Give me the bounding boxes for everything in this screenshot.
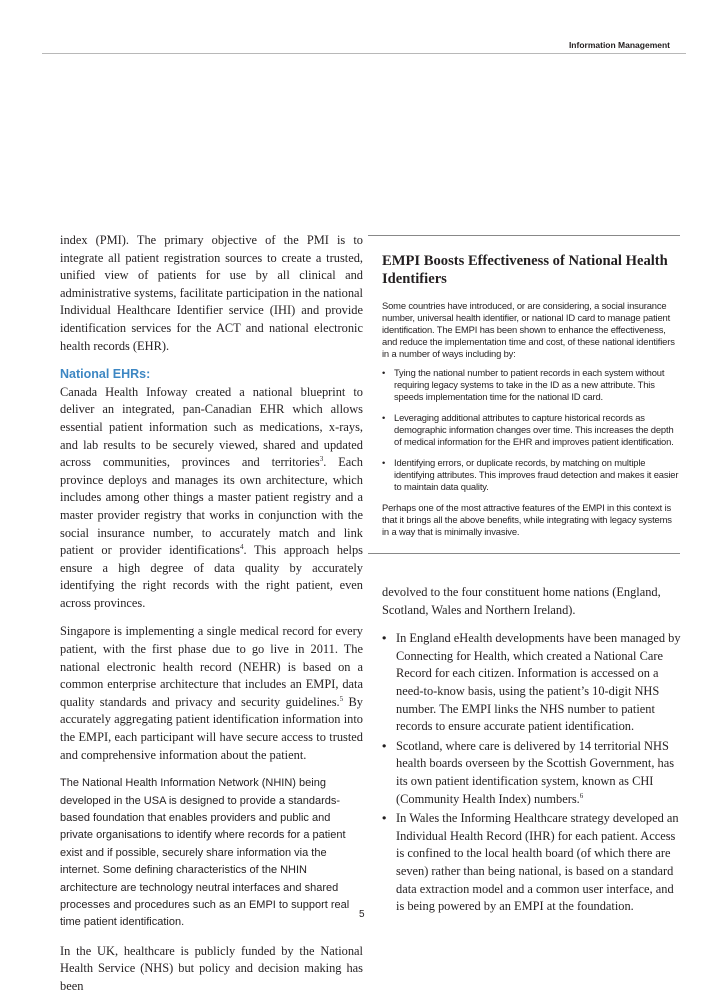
singapore-paragraph (60, 623, 363, 764)
devolved-paragraph: devolved to the four constituent home nations (England, Scotland, Wales and Northern Ireland). (382, 585, 661, 617)
footnote-ref-5: 5 (339, 694, 344, 703)
nation-bullet-text: In England eHealth developments have been managed by Connecting for Health, which created a National Care Record for each citizen. Information is accessed on a need-to-know basis, using the patient’s 10-digit NHS number. The EMPI links the NHS number to patient records to ensure accurate patient identification. (396, 631, 681, 734)
sidebar-bullet-list (382, 367, 680, 493)
bullet-icon: • (382, 631, 387, 646)
bullet-icon: • (382, 738, 387, 753)
sidebar-title: EMPI Boosts Effectiveness of National Health Identifiers (382, 253, 668, 287)
pmi-paragraph: index (PMI). The primary objective of the PMI is to integrate all patient registration sources to create a trusted, unified view of patients for use by all clinical and administrative systems, facilitate participation in the national Individual Healthcare Identifier service (IHI) and provide identification services for the ACT and national electronic health records (EHR). (60, 233, 363, 353)
nation-bullet-text: In Wales the Informing Healthcare strategy developed an Individual Health Record (IHR) for each patient. Access is confined to the local health board (of which there are seven) rather than being national, is based on a standard data extraction model and a common user interface, and is being powered by an EMPI at the foundation. (396, 811, 679, 914)
bullet-icon: • (382, 412, 386, 423)
nation-bullet-item (382, 630, 682, 736)
canada-text-1: Canada Health Infoway created a national blueprint to deliver an integrated, pan-Canadian EHR which allows essential patient information such as medications, x-rays, and lab results to be securely viewed, shared and updated across communities, provinces and territories (60, 384, 363, 470)
bullet-icon: • (382, 811, 387, 826)
singapore-text-1: Singapore is implementing a single medical record for every patient, with the first phase due to go live in 2011. The national electronic health record (NEHR) is based on a common enterprise architecture that includes an EMPI, data quality standards and privacy and security guidelines. (60, 624, 363, 709)
canada-text-3: . This approach helps ensure a high degree of data quality by accurately identifying the right records with the right patient, even across provinces. (60, 543, 363, 610)
sidebar-bullet-item (382, 367, 680, 403)
nation-bullet-item (382, 738, 682, 808)
sidebar-bullet-item (382, 457, 680, 493)
section-label: Information Management (568, 40, 670, 50)
uk-nations-list (382, 630, 682, 916)
bullet-icon: • (382, 457, 386, 468)
canada-paragraph (60, 384, 363, 613)
footnote-ref-6: 6 (579, 791, 584, 800)
footnote-ref-4: 4 (239, 542, 244, 551)
canada-text-2: . Each province deploys and manages its own architecture, which includes among other things a master patient registry and a master provider registry that works in conjunction with the social insurance number, to accurately match and link patient or provider identifications (60, 455, 363, 558)
sidebar-bottom-rule (368, 553, 680, 554)
nation-bullet-item (382, 810, 682, 916)
sidebar-bullet-text: Tying the national number to patient records in each system without requiring legacy systems to take in the ID as a new attribute. This speeds implementation time for the national ID card. (394, 367, 665, 402)
sidebar-closing: Perhaps one of the most attractive features of the EMPI in this context is that it brings all the above benefits, while integrating with legacy systems in a way that is minimally invasive. (382, 502, 672, 537)
sidebar-bullet-text: Leveraging additional attributes to capture historical records as demographic information changes over time. This increases the depth of medical information for the EHR and improves patient identification. (394, 412, 674, 447)
sidebar-box (368, 235, 680, 554)
header-divider (42, 53, 686, 54)
national-ehrs-subheading: National EHRs: (60, 367, 151, 382)
left-column (60, 232, 363, 1007)
sidebar-bullet-item (382, 412, 680, 448)
sidebar-bullet-text: Identifying errors, or duplicate records, by matching on multiple identifying attributes. This improves fraud detection and makes it easier to maintain data quality. (394, 457, 679, 492)
right-column (382, 584, 682, 918)
nhin-paragraph: The National Health Information Network (NHIN) being developed in the USA is designed to provide a standards-based foundation that enables providers and public and private organisations to identify where records for a patient exist and if possible, securely share information via the internet. Some defining characteristics of the NHIN architecture are technology neutral interfaces and shared processes and procedures such as an EMPI to support real time patient identification. (60, 777, 350, 929)
nation-bullet-text: Scotland, where care is delivered by 14 territorial NHS health boards overseen by the Scottish Government, has its own patient identification system, known as CHI (Community Health Index) numbers. (396, 738, 675, 806)
bullet-icon: • (382, 367, 386, 378)
footnote-ref-3: 3 (319, 455, 324, 463)
sidebar-intro: Some countries have introduced, or are considering, a social insurance number, universal health identifier, or national ID card to manage patient identification. The EMPI has been shown to enhance the effectiveness, and reduce the implementation time and cost, of these national identifiers in a number of ways including by: (382, 300, 675, 359)
uk-paragraph: In the UK, healthcare is publicly funded by the National Health Service (NHS) but policy and decision making has been (60, 943, 363, 994)
singapore-text-2: By accurately aggregating patient identification information into the EMPI, each participant will have secure access to trusted and comprehensive information about the patient. (60, 694, 363, 762)
page-number: 5 (359, 909, 365, 920)
